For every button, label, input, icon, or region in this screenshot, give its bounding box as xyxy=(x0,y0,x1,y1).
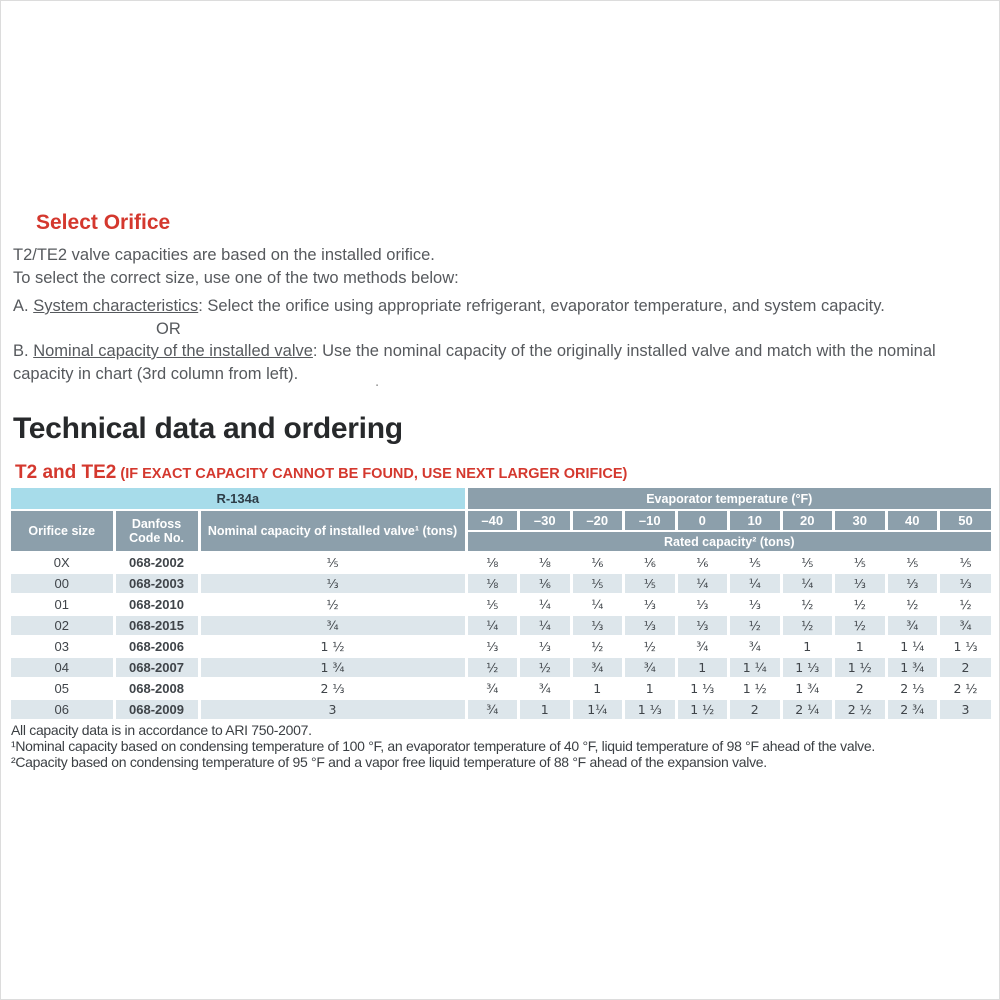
danfoss-code-cell: 068-2006 xyxy=(114,636,199,657)
rated-capacity-cell: 1¼ xyxy=(571,699,624,720)
rated-capacity-cell: ½ xyxy=(519,657,572,678)
rated-capacity-cell: ⅙ xyxy=(624,552,677,573)
method-a-underlined: System characteristics xyxy=(33,297,199,315)
temp-header-cell: –30 xyxy=(519,510,572,531)
table-subheading-note: (IF EXACT CAPACITY CANNOT BE FOUND, USE NEXT LARGER ORIFICE) xyxy=(116,466,628,482)
rated-capacity-cell: ⅓ xyxy=(939,573,992,594)
rated-capacity-cell: ⅕ xyxy=(729,552,782,573)
rated-capacity-cell: ⅓ xyxy=(676,594,729,615)
table-row xyxy=(11,594,991,615)
rated-capacity-cell: ½ xyxy=(834,594,887,615)
rated-capacity-cell: ½ xyxy=(624,636,677,657)
or-separator: OR xyxy=(156,319,181,338)
nominal-capacity-cell: ¾ xyxy=(199,615,466,636)
temp-header-cell: 20 xyxy=(781,510,834,531)
rated-capacity-cell: ⅓ xyxy=(676,615,729,636)
rated-capacity-cell: 2 ⅓ xyxy=(886,678,939,699)
rated-capacity-cell: ¼ xyxy=(571,594,624,615)
intro-text-block xyxy=(13,244,973,385)
danfoss-code-cell: 068-2008 xyxy=(114,678,199,699)
rated-capacity-cell: ½ xyxy=(939,594,992,615)
rated-capacity-cell: 2 xyxy=(834,678,887,699)
rated-capacity-cell: ½ xyxy=(571,636,624,657)
rated-capacity-cell: ⅓ xyxy=(466,636,519,657)
rated-capacity-cell: 1 xyxy=(676,657,729,678)
table-row xyxy=(11,615,991,636)
rated-capacity-cell: ¾ xyxy=(519,678,572,699)
rated-capacity-cell: ⅙ xyxy=(519,573,572,594)
method-b-underlined: Nominal capacity of the installed valve xyxy=(33,342,313,360)
rated-capacity-cell: ⅙ xyxy=(676,552,729,573)
capacity-table xyxy=(11,488,991,721)
rated-capacity-cell: ¾ xyxy=(571,657,624,678)
table-row xyxy=(11,699,991,720)
capacity-table-header xyxy=(11,488,991,552)
rated-capacity-cell: ¼ xyxy=(519,594,572,615)
rated-capacity-cell: ¼ xyxy=(466,615,519,636)
col-header-danfoss-code: Danfoss Code No. xyxy=(114,510,199,552)
rated-capacity-cell: ½ xyxy=(781,615,834,636)
nominal-capacity-cell: ⅕ xyxy=(199,552,466,573)
rated-capacity-cell: 1 ⅓ xyxy=(781,657,834,678)
rated-capacity-cell: ⅕ xyxy=(886,552,939,573)
temp-header-cell: –20 xyxy=(571,510,624,531)
rated-capacity-cell: ⅛ xyxy=(519,552,572,573)
rated-capacity-cell: ¼ xyxy=(729,573,782,594)
intro-line-1: T2/TE2 valve capacities are based on the installed orifice. xyxy=(13,246,435,264)
rated-capacity-cell: ½ xyxy=(834,615,887,636)
danfoss-code-cell: 068-2002 xyxy=(114,552,199,573)
nominal-capacity-cell: 3 xyxy=(199,699,466,720)
rated-capacity-cell: 1 xyxy=(834,636,887,657)
danfoss-code-cell: 068-2010 xyxy=(114,594,199,615)
rated-capacity-cell: 2 ½ xyxy=(939,678,992,699)
danfoss-code-cell: 068-2009 xyxy=(114,699,199,720)
rated-capacity-cell: ½ xyxy=(466,657,519,678)
temp-header-cell: 30 xyxy=(834,510,887,531)
rated-capacity-cell: 2 xyxy=(939,657,992,678)
temp-header-cell: –40 xyxy=(466,510,519,531)
rated-capacity-cell: 2 ¾ xyxy=(886,699,939,720)
nominal-capacity-cell: ⅓ xyxy=(199,573,466,594)
rated-capacity-cell: ⅛ xyxy=(466,573,519,594)
table-row xyxy=(11,678,991,699)
rated-capacity-cell: ⅓ xyxy=(624,615,677,636)
rated-capacity-cell: ⅓ xyxy=(729,594,782,615)
rated-capacity-cell: ⅙ xyxy=(571,552,624,573)
table-subheading xyxy=(15,462,627,484)
danfoss-code-cell: 068-2015 xyxy=(114,615,199,636)
rated-capacity-cell: ⅓ xyxy=(834,573,887,594)
rated-capacity-cell: ¼ xyxy=(781,573,834,594)
col-header-orifice-size: Orifice size xyxy=(11,510,114,552)
table-row xyxy=(11,636,991,657)
rated-capacity-cell: ¾ xyxy=(466,699,519,720)
rated-capacity-cell: ⅛ xyxy=(466,552,519,573)
method-b-label: B. xyxy=(13,342,34,360)
temp-header-cell: 0 xyxy=(676,510,729,531)
rated-capacity-cell: ⅕ xyxy=(781,552,834,573)
rated-capacity-cell: ½ xyxy=(781,594,834,615)
rated-capacity-cell: ¾ xyxy=(466,678,519,699)
rated-capacity-header-cell: Rated capacity² (tons) xyxy=(466,531,991,552)
evaporator-temperature-header-cell: Evaporator temperature (°F) xyxy=(466,488,991,510)
rated-capacity-cell: ¾ xyxy=(624,657,677,678)
orifice-size-cell: 05 xyxy=(11,678,114,699)
refrigerant-header-row xyxy=(11,488,991,510)
rated-capacity-cell: ¼ xyxy=(676,573,729,594)
intro-line-2: To select the correct size, use one of the two methods below: xyxy=(13,268,459,287)
rated-capacity-cell: 1 ⅓ xyxy=(676,678,729,699)
rated-capacity-cell: 1 ⅓ xyxy=(939,636,992,657)
table-subheading-title: T2 and TE2 xyxy=(15,462,117,483)
stray-dot: . xyxy=(375,373,380,390)
orifice-size-cell: 0X xyxy=(11,552,114,573)
footnote-ari: All capacity data is in accordance to ARI 750-2007. xyxy=(11,722,312,738)
rated-capacity-cell: 1 xyxy=(571,678,624,699)
table-row xyxy=(11,573,991,594)
refrigerant-header-cell: R-134a xyxy=(11,488,466,510)
table-row xyxy=(11,657,991,678)
orifice-size-cell: 02 xyxy=(11,615,114,636)
rated-capacity-cell: 1 ½ xyxy=(834,657,887,678)
footnote-1: ¹Nominal capacity based on condensing temperature of 100 °F, an evaporator temperature of 40 °F, liquid temperature of 98 °F ahead of the valve. xyxy=(11,738,875,754)
table-row xyxy=(11,552,991,573)
orifice-size-cell: 00 xyxy=(11,573,114,594)
rated-capacity-cell: ¾ xyxy=(676,636,729,657)
rated-capacity-cell: ⅕ xyxy=(834,552,887,573)
rated-capacity-cell: 1 ½ xyxy=(729,678,782,699)
rated-capacity-cell: 1 ¼ xyxy=(729,657,782,678)
nominal-capacity-cell: 2 ⅓ xyxy=(199,678,466,699)
rated-capacity-cell: 1 ¼ xyxy=(886,636,939,657)
method-b-line-2: capacity in chart (3rd column from left). xyxy=(13,364,299,383)
orifice-size-cell: 03 xyxy=(11,636,114,657)
rated-capacity-cell: ½ xyxy=(886,594,939,615)
method-a-text: : Select the orifice using appropriate refrigerant, evaporator temperature, and system capacity. xyxy=(198,297,885,315)
rated-capacity-cell: ⅓ xyxy=(519,636,572,657)
rated-capacity-cell: 1 ¾ xyxy=(781,678,834,699)
danfoss-code-cell: 068-2007 xyxy=(114,657,199,678)
orifice-size-cell: 01 xyxy=(11,594,114,615)
orifice-size-cell: 04 xyxy=(11,657,114,678)
rated-capacity-cell: ⅓ xyxy=(624,594,677,615)
rated-capacity-cell: ¾ xyxy=(886,615,939,636)
footnotes-block xyxy=(11,722,991,770)
rated-capacity-cell: ¼ xyxy=(519,615,572,636)
rated-capacity-cell: 2 ¼ xyxy=(781,699,834,720)
rated-capacity-cell: 1 ⅓ xyxy=(624,699,677,720)
section-heading: Technical data and ordering xyxy=(13,412,403,445)
rated-capacity-cell: 2 xyxy=(729,699,782,720)
rated-capacity-cell: ½ xyxy=(729,615,782,636)
capacity-table-body xyxy=(11,552,991,720)
nominal-capacity-cell: 1 ¾ xyxy=(199,657,466,678)
temp-header-cell: –10 xyxy=(624,510,677,531)
rated-capacity-cell: ⅕ xyxy=(624,573,677,594)
rated-capacity-cell: ⅕ xyxy=(939,552,992,573)
method-b-line xyxy=(13,340,973,363)
danfoss-code-cell: 068-2003 xyxy=(114,573,199,594)
rated-capacity-cell: 1 ¾ xyxy=(886,657,939,678)
temp-header-cell: 40 xyxy=(886,510,939,531)
method-a-label: A. xyxy=(13,297,34,315)
rated-capacity-cell: 1 xyxy=(624,678,677,699)
col-header-nominal-capacity: Nominal capacity of installed valve¹ (tons) xyxy=(199,510,466,552)
rated-capacity-cell: 1 xyxy=(781,636,834,657)
rated-capacity-cell: ⅓ xyxy=(571,615,624,636)
rated-capacity-cell: ¾ xyxy=(729,636,782,657)
rated-capacity-cell: ¾ xyxy=(939,615,992,636)
rated-capacity-cell: 2 ½ xyxy=(834,699,887,720)
rated-capacity-cell: 3 xyxy=(939,699,992,720)
method-a-line xyxy=(13,295,973,318)
rated-capacity-cell: ⅕ xyxy=(571,573,624,594)
temp-header-cell: 10 xyxy=(729,510,782,531)
nominal-capacity-cell: ½ xyxy=(199,594,466,615)
rated-capacity-cell: 1 xyxy=(519,699,572,720)
temp-header-cell: 50 xyxy=(939,510,992,531)
rated-capacity-cell: ⅓ xyxy=(886,573,939,594)
column-header-row xyxy=(11,510,991,531)
orifice-size-cell: 06 xyxy=(11,699,114,720)
rated-capacity-cell: ⅕ xyxy=(466,594,519,615)
footnote-2: ²Capacity based on condensing temperature of 95 °F and a vapor free liquid temperature of 88 °F ahead of the expansion valve. xyxy=(11,754,767,770)
nominal-capacity-cell: 1 ½ xyxy=(199,636,466,657)
method-b-text: : Use the nominal capacity of the originally installed valve and match with the nominal xyxy=(312,342,936,360)
rated-capacity-cell: 1 ½ xyxy=(676,699,729,720)
select-orifice-heading: Select Orifice xyxy=(36,211,171,234)
